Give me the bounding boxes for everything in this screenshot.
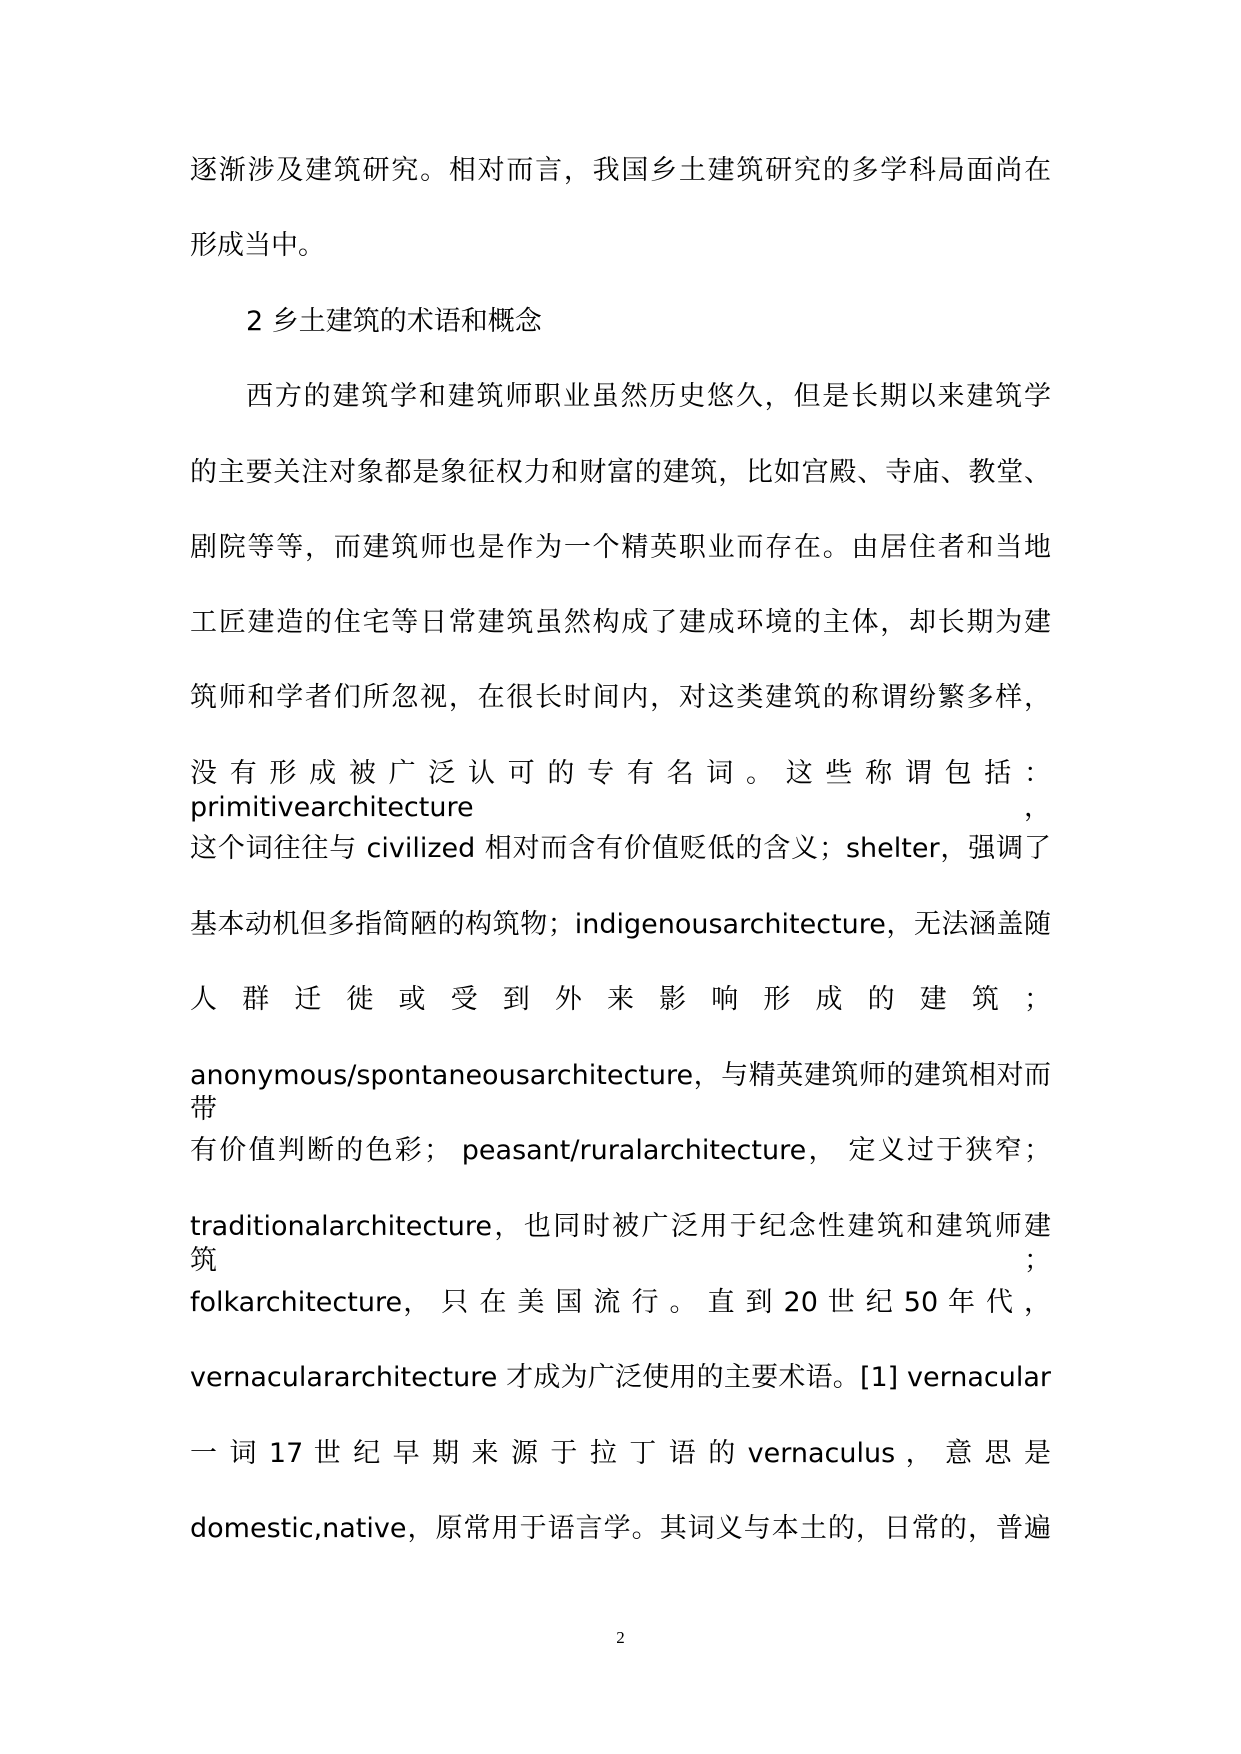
body-text-line: 筑师和学者们所忽视，在很长时间内，对这类建筑的称谓纷繁多样， <box>190 682 1051 713</box>
body-text-line: folkarchitecture， 只 在 美 国 流 行 。 直 到 20 世 纪 50 年 代 ， <box>190 1287 1051 1318</box>
body-text-line: traditionalarchitecture，也同时被广泛用于纪念性建筑和建筑师建筑； <box>190 1211 1051 1276</box>
body-text-line: 形成当中。 <box>190 230 325 261</box>
body-text-line: 有价值判断的色彩； peasant/ruralarchitecture， 定义过于狭窄； <box>190 1135 1051 1166</box>
body-text-line: 的主要关注对象都是象征权力和财富的建筑，比如宫殿、寺庙、教堂、 <box>190 457 1051 488</box>
body-text-line: 基本动机但多指简陋的构筑物；indigenousarchitecture，无法涵盖随 <box>190 909 1051 940</box>
body-text-line: vernaculararchitecture 才成为广泛使用的主要术语。[1] vernacular <box>190 1362 1051 1393</box>
body-text-line: 工匠建造的住宅等日常建筑虽然构成了建成环境的主体，却长期为建 <box>190 607 1051 638</box>
body-text-line: 一 词 17 世 纪 早 期 来 源 于 拉 丁 语 的 vernaculus ， 意 思 是 <box>190 1438 1051 1469</box>
section-heading: 2 乡土建筑的术语和概念 <box>246 306 542 337</box>
body-text-line: 西方的建筑学和建筑师职业虽然历史悠久，但是长期以来建筑学 <box>246 381 1051 412</box>
page-number: 2 <box>616 1628 625 1647</box>
body-text-line: 逐渐涉及建筑研究。相对而言，我国乡土建筑研究的多学科局面尚在 <box>190 155 1051 186</box>
body-text-line: 没有形成被广泛认可的专有名词。这些称谓包括：primitivearchitecture， <box>190 758 1051 823</box>
body-text-line: 剧院等等，而建筑师也是作为一个精英职业而存在。由居住者和当地 <box>190 532 1051 563</box>
body-text-line: anonymous/spontaneousarchitecture，与精英建筑师的建筑相对而带 <box>190 1060 1051 1125</box>
body-text-line: 这个词往往与 civilized 相对而含有价值贬低的含义；shelter，强调了 <box>190 833 1051 864</box>
body-text-line: 人 群 迁 徙 或 受 到 外 来 影 响 形 成 的 建 筑 ； <box>190 984 1051 1015</box>
body-text-line: domestic,native，原常用于语言学。其词义与本土的，日常的，普遍 <box>190 1513 1051 1544</box>
